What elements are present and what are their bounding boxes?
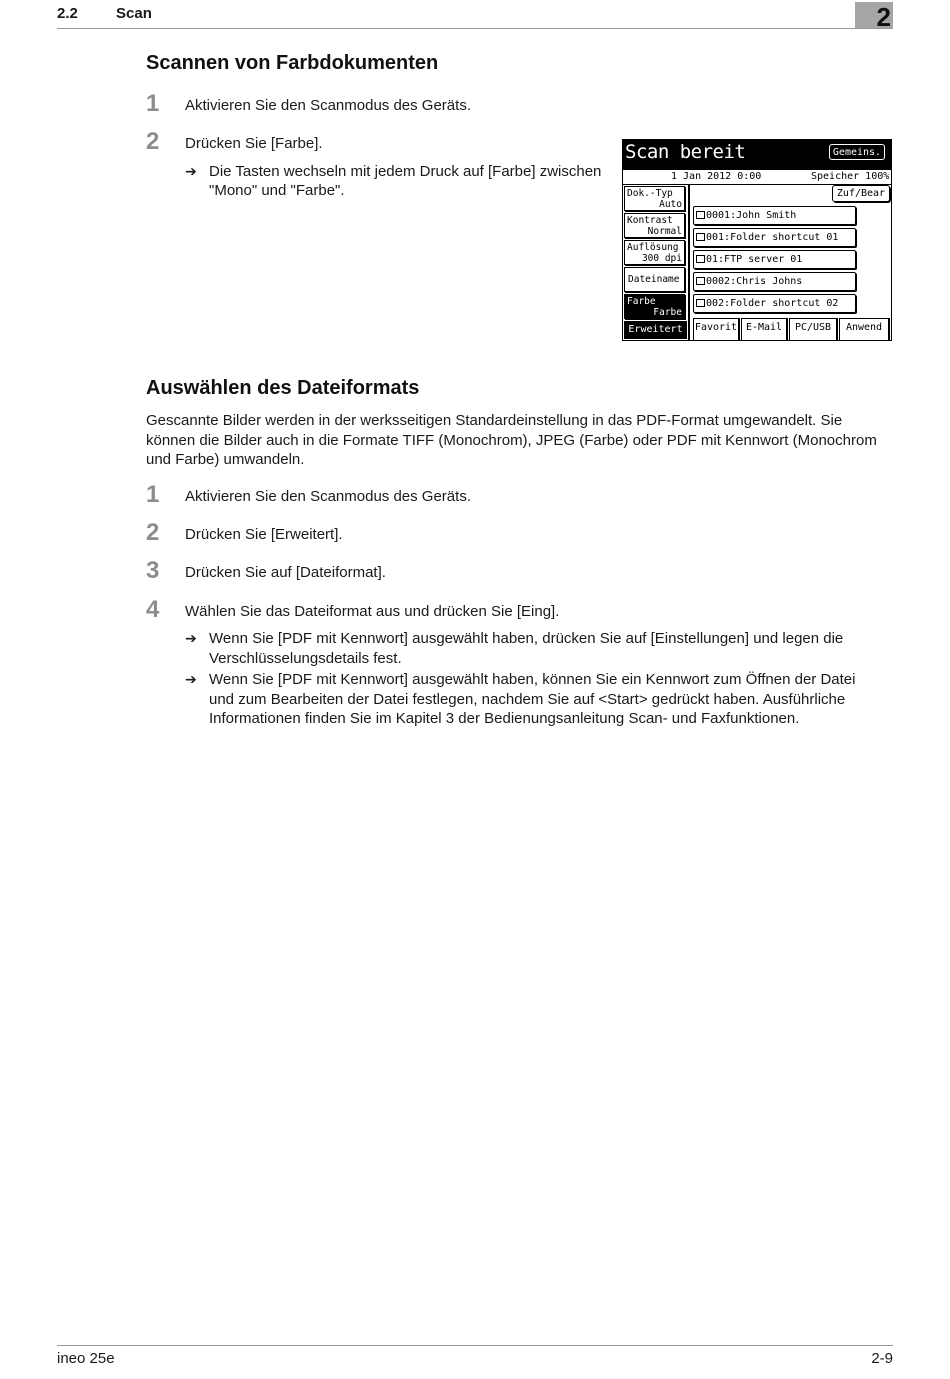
lcd-button-value: 300 dpi bbox=[641, 253, 682, 264]
lcd-button-color[interactable] bbox=[624, 294, 685, 319]
intro-line: können die Bilder auch in die Formate TIFF (Monochrom), JPEG (Farbe) oder PDF mit Kennwort (Monochrom bbox=[146, 431, 877, 449]
arrow-icon: ➔ bbox=[185, 630, 197, 646]
lcd-tab-application[interactable]: Anwend bbox=[839, 318, 889, 340]
lcd-tab-email[interactable]: E-Mail bbox=[741, 318, 787, 340]
step-text: Aktivieren Sie den Scanmodus des Geräts. bbox=[185, 97, 471, 114]
step-number: 2 bbox=[146, 519, 160, 546]
chapter-tab bbox=[855, 2, 893, 32]
lcd-tab-pc-usb[interactable]: PC/USB bbox=[789, 318, 837, 340]
lcd-button-filename[interactable] bbox=[624, 267, 685, 292]
lcd-address-entry[interactable] bbox=[693, 228, 856, 247]
folder-icon bbox=[696, 299, 705, 307]
lcd-title: Scan bereit bbox=[625, 141, 746, 163]
arrow-icon: ➔ bbox=[185, 671, 197, 687]
lcd-address-entry[interactable] bbox=[693, 294, 856, 313]
section-title-file-format: Auswählen des Dateiformats bbox=[146, 377, 420, 399]
lcd-button-value: Normal bbox=[647, 226, 682, 237]
step-number: 1 bbox=[146, 481, 160, 508]
step-number: 4 bbox=[146, 596, 160, 623]
lcd-button-doc-type[interactable] bbox=[624, 186, 685, 211]
folder-icon bbox=[696, 233, 705, 241]
step-number: 2 bbox=[146, 128, 160, 155]
lcd-button-label: Dok.-Typ bbox=[627, 188, 673, 199]
lcd-date: 1 Jan 2012 0:00 bbox=[671, 171, 762, 182]
step-number: 1 bbox=[146, 90, 160, 117]
lcd-address-entry[interactable] bbox=[693, 206, 856, 225]
step-text: Drücken Sie auf [Dateiformat]. bbox=[185, 564, 386, 581]
lcd-memory: Speicher 100% bbox=[811, 171, 890, 182]
substep-text-line: und zum Bearbeiten der Datei festlegen, nachdem Sie auf <Start> gedrückt haben. Ausführliche bbox=[209, 690, 846, 708]
substep-text-line: Verschlüsselungsdetails fest. bbox=[209, 649, 402, 667]
intro-line: und Farbe) umwandeln. bbox=[146, 451, 305, 468]
lcd-button-value: Farbe bbox=[653, 307, 682, 318]
step-text: Wählen Sie das Dateiformat aus und drücken Sie [Eing]. bbox=[185, 603, 560, 620]
lcd-shared-button[interactable]: Gemeins. bbox=[829, 144, 885, 160]
substep-text-line: Die Tasten wechseln mit jedem Druck auf [Farbe] zwischen bbox=[209, 163, 602, 180]
substep-text-line: "Mono" und "Farbe". bbox=[209, 182, 345, 199]
intro-paragraph bbox=[146, 411, 894, 470]
substep-text-line: Wenn Sie [PDF mit Kennwort] ausgewählt haben, können Sie ein Kennwort zum Öffnen der Datei bbox=[209, 671, 856, 688]
lcd-address-entry[interactable] bbox=[693, 272, 856, 291]
lcd-button-resolution[interactable] bbox=[624, 240, 685, 265]
footer-rule bbox=[57, 1345, 893, 1346]
header-rule bbox=[57, 28, 893, 29]
header-section-title: Scan bbox=[116, 5, 152, 22]
section-title-color-scan: Scannen von Farbdokumenten bbox=[146, 52, 439, 74]
email-icon bbox=[696, 211, 705, 219]
substep-text-line: Informationen finden Sie im Kapitel 3 der Bedienungsanleitung Scan- und Faxfunktionen. bbox=[209, 710, 800, 727]
ftp-icon bbox=[696, 255, 705, 263]
lcd-address-entry[interactable] bbox=[693, 250, 856, 269]
lcd-entry-label: 01:FTP server 01 bbox=[706, 254, 803, 265]
lcd-button-label: Kontrast bbox=[627, 215, 673, 226]
arrow-icon: ➔ bbox=[185, 163, 197, 179]
header-section-number: 2.2 bbox=[57, 5, 78, 22]
lcd-button-label: Auflösung bbox=[627, 242, 679, 253]
lcd-entry-label: 001:Folder shortcut 01 bbox=[706, 232, 839, 243]
lcd-tab-favorites[interactable]: Favorit bbox=[693, 318, 739, 340]
scanner-lcd-screen bbox=[622, 139, 892, 341]
step-text: Aktivieren Sie den Scanmodus des Geräts. bbox=[185, 488, 471, 505]
lcd-advanced-button[interactable]: Erweitert bbox=[624, 321, 687, 339]
substep-text-line: Wenn Sie [PDF mit Kennwort] ausgewählt haben, drücken Sie auf [Einstellungen] und legen die bbox=[209, 630, 844, 647]
lcd-entry-label: 0001:John Smith bbox=[706, 210, 797, 221]
lcd-sort-button[interactable]: Zuf/Bear bbox=[832, 185, 890, 202]
step-text: Drücken Sie [Erweitert]. bbox=[185, 526, 343, 543]
chapter-number: 2 bbox=[876, 2, 891, 32]
footer-product-name: ineo 25e bbox=[57, 1350, 115, 1367]
lcd-button-label: Dateiname bbox=[628, 274, 680, 285]
lcd-button-label: Farbe bbox=[627, 296, 656, 307]
email-icon bbox=[696, 277, 705, 285]
intro-line: Gescannte Bilder werden in der werksseitigen Standardeinstellung in das PDF-Format umgewandelt. Sie bbox=[146, 412, 843, 429]
lcd-button-contrast[interactable] bbox=[624, 213, 685, 238]
lcd-divider bbox=[688, 184, 690, 340]
lcd-entry-label: 002:Folder shortcut 02 bbox=[706, 298, 839, 309]
lcd-entry-label: 0002:Chris Johns bbox=[706, 276, 803, 287]
lcd-button-value: Auto bbox=[659, 199, 682, 210]
footer-page-number: 2-9 bbox=[871, 1350, 893, 1367]
step-number: 3 bbox=[146, 557, 160, 584]
step-text: Drücken Sie [Farbe]. bbox=[185, 135, 323, 152]
